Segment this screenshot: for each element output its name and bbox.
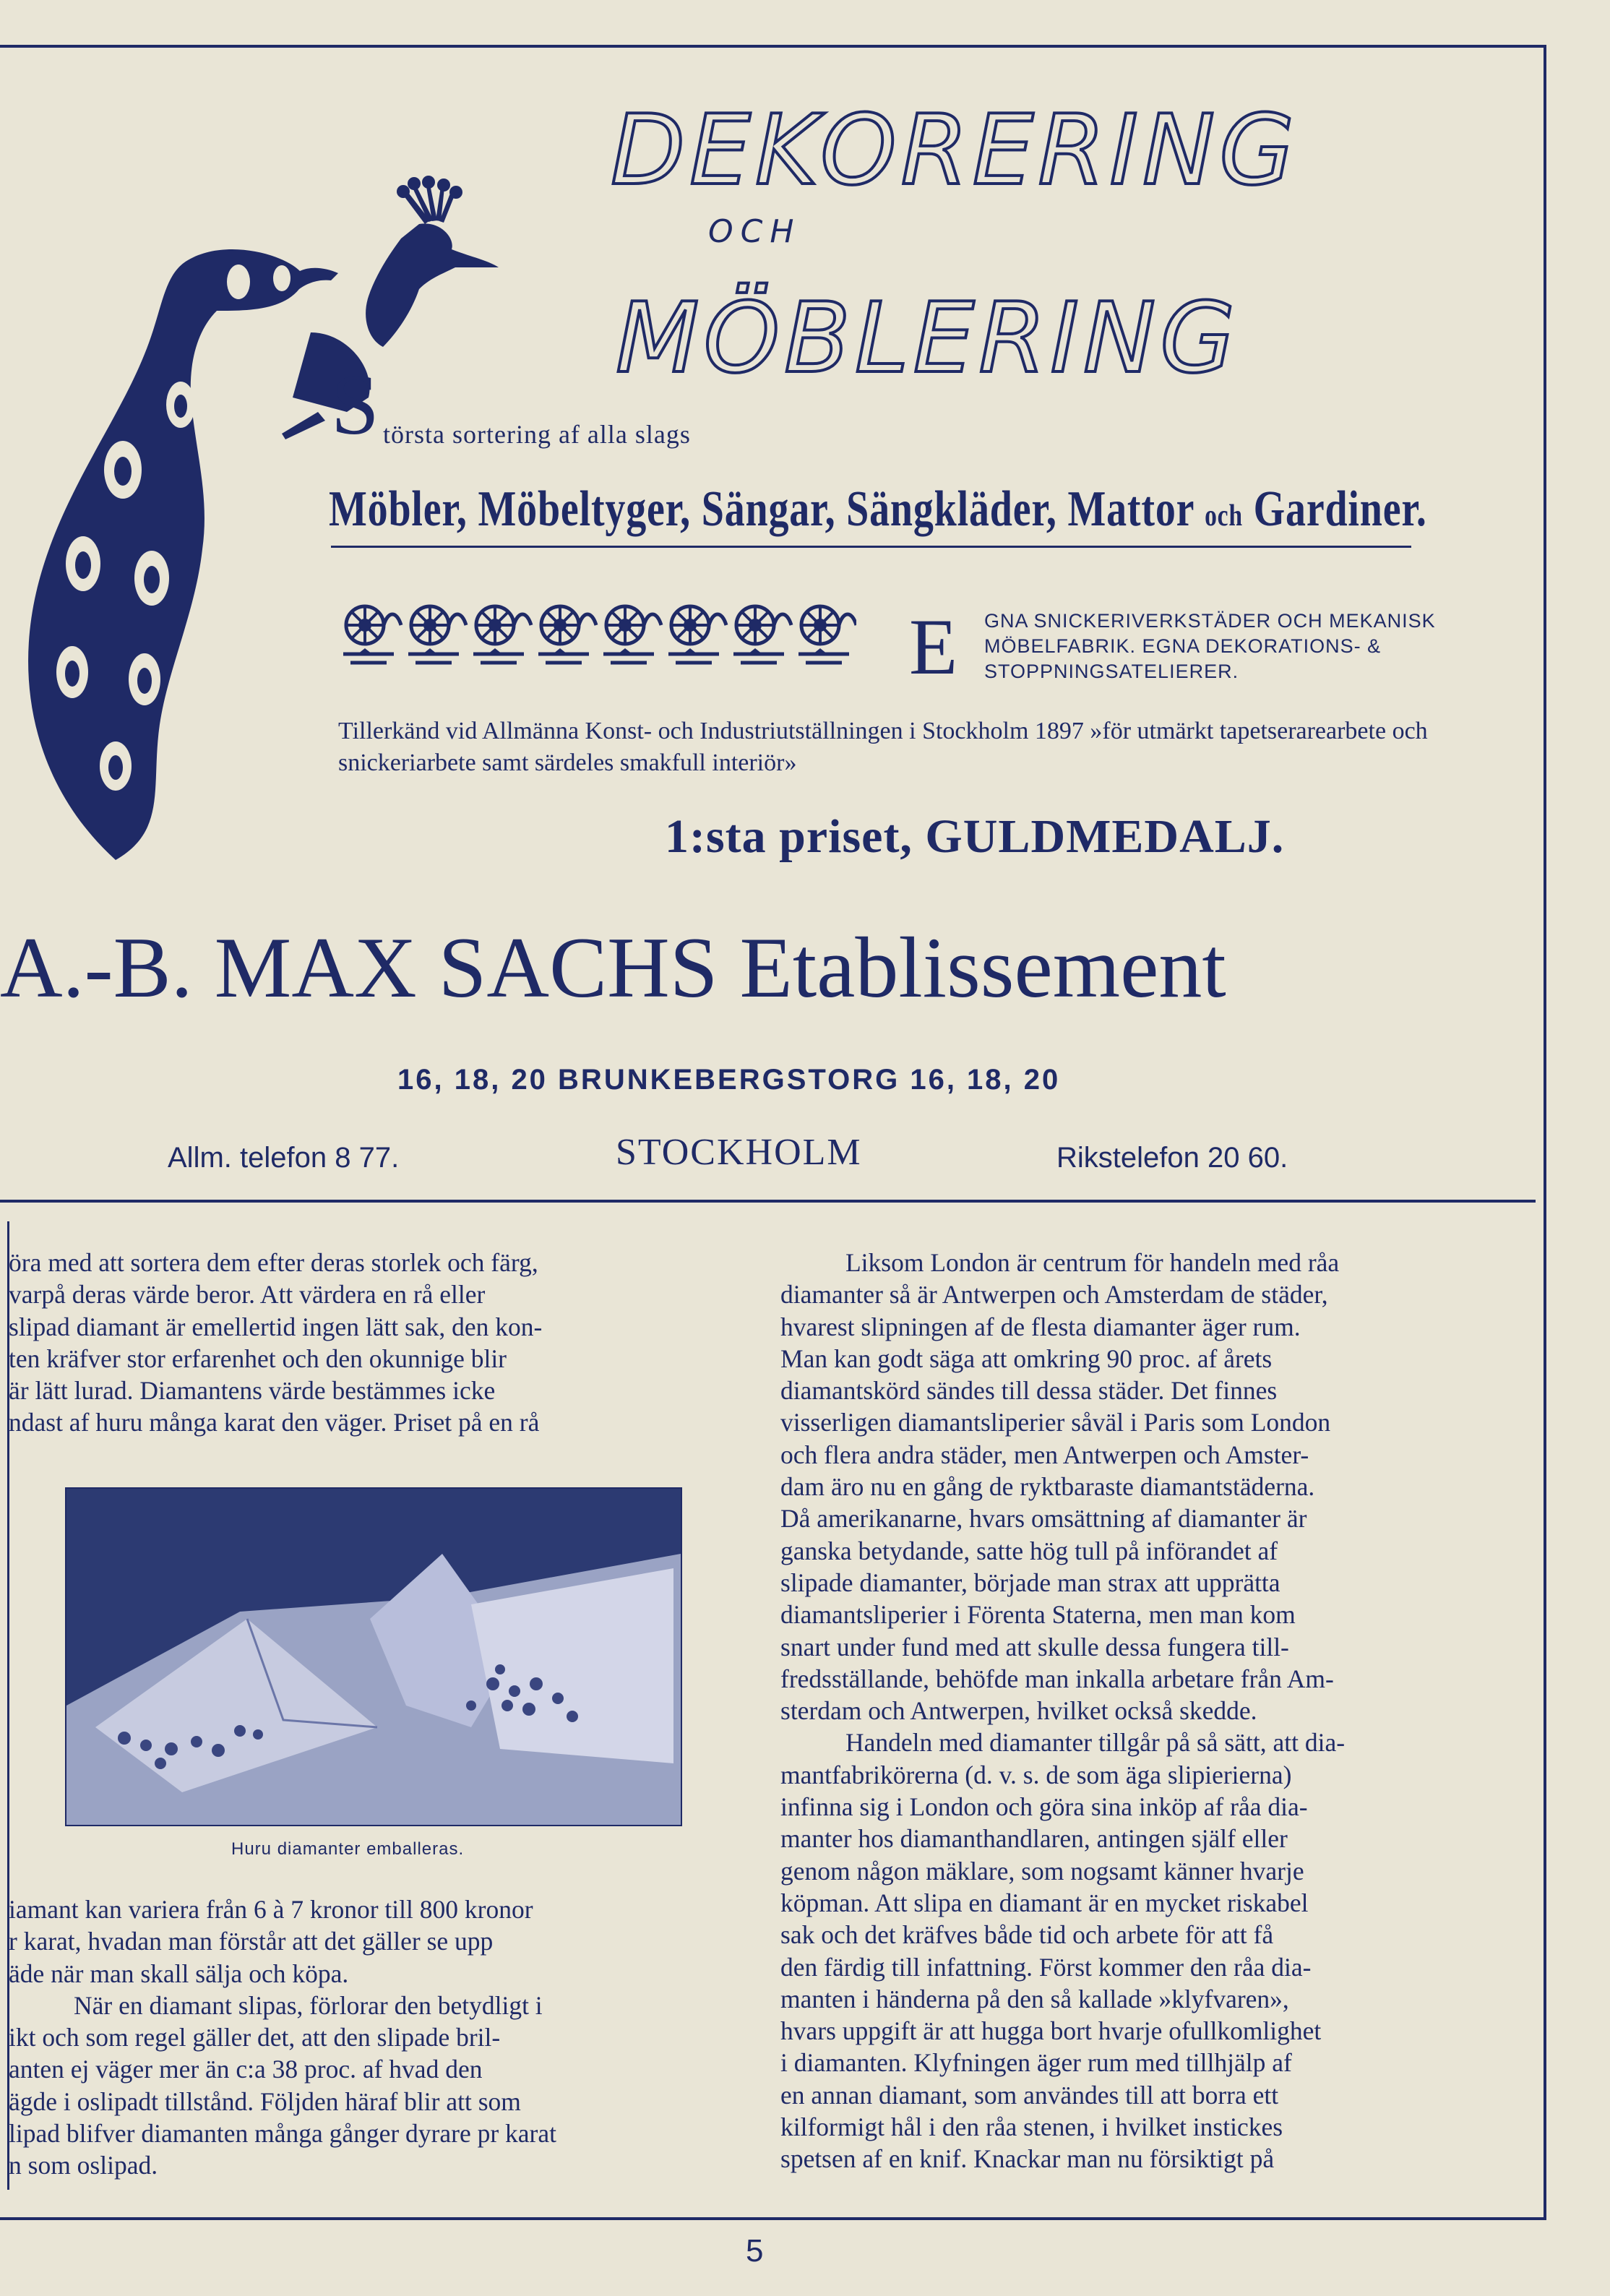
text-line: Liksom London är centrum för handeln med råa — [845, 1248, 1340, 1277]
text-line: genom någon mäklare, som nogsamt känner hvarje — [780, 1856, 1304, 1886]
text-line: ikt och som regel gäller det, att den slipade bril- — [9, 2023, 501, 2052]
top-frame-rule — [0, 45, 1546, 48]
text-line: n som oslipad. — [9, 2151, 158, 2180]
text-line: visserligen diamantsliperier såväl i Paris som London — [780, 1408, 1331, 1437]
goods-part2: Gardiner. — [1253, 481, 1427, 537]
text-line: ganska betydande, satte hög tull på införandet af — [780, 1536, 1278, 1565]
text-line: manter hos diamanthandlaren, antingen själf eller — [780, 1824, 1288, 1854]
subtitle-text: törsta sortering af alla slags — [383, 420, 691, 449]
photo-caption: Huru diamanter emballeras. — [231, 1839, 465, 1859]
headline-conjunction: OCH — [708, 213, 801, 250]
article-left-bottom — [9, 1893, 731, 2182]
photo-illustration — [66, 1489, 681, 1825]
article-left-top — [9, 1247, 731, 1439]
text-line: är lätt lurad. Diamantens värde bestämmes icke — [9, 1376, 496, 1406]
text-line: mantfabrikörerna (d. v. s. de som äga slipierierna) — [780, 1760, 1292, 1789]
text-line: anten ej väger mer än c:a 38 proc. af hvad den — [9, 2055, 483, 2084]
goods-list — [329, 481, 1427, 538]
text-line: i diamanten. Klyfningen äger rum med tillhjälp af — [780, 2048, 1292, 2078]
text-line: sterdam och Antwerpen, hvilket också skedde. — [780, 1696, 1257, 1726]
bottom-frame-rule — [0, 2217, 1546, 2220]
company-address: 16, 18, 20 BRUNKEBERGSTORG 16, 18, 20 — [397, 1064, 1061, 1096]
text-line: ten kräfver stor erfarenhet och den okunnige blir — [9, 1343, 507, 1373]
text-line: den färdig till infattning. Först kommer den råa dia- — [780, 1952, 1312, 1982]
text-line: spetsen af en knif. Knackar man nu försiktigt på — [780, 2144, 1275, 2174]
goods-och: och — [1205, 499, 1243, 533]
article-right-column — [780, 1247, 1510, 2175]
text-line: köpman. Att slipa en diamant är en mycket riskabel — [780, 1888, 1309, 1917]
city-name: STOCKHOLM — [616, 1132, 862, 1173]
right-frame-rule — [1544, 45, 1546, 2220]
headline-moblering: MÖBLERING — [616, 282, 1240, 395]
headline-dekorering: DEKORERING — [611, 94, 1299, 207]
text-line: varpå deras värde beror. Att värdera en rå eller — [9, 1280, 486, 1310]
text-line: När en diamant slipas, förlorar den betydligt i — [74, 1990, 543, 2020]
text-line: hvarest slipningen af de flesta diamanter äger rum. — [780, 1312, 1301, 1341]
text-line: ndast af huru många karat den väger. Priset på en rå — [9, 1408, 540, 1437]
text-line: äde när man skall sälja och köpa. — [9, 1959, 349, 1988]
text-line: fredsställande, behöfde man inkalla arbetare från Am- — [780, 1664, 1334, 1693]
text-line: slipad diamant är emellertid ingen lätt sak, den kon- — [9, 1312, 543, 1341]
text-line: Då amerikanarne, hvars omsättning af diamanter är — [780, 1504, 1307, 1534]
text-line: infinna sig i London och göra sina inköp af råa dia- — [780, 1792, 1308, 1822]
text-line: ägde i oslipadt tillstånd. Följden häraf blir att som — [9, 2086, 521, 2116]
dropcap-e: E — [909, 603, 958, 691]
prize-text: 1:sta priset, GULDMEDALJ. — [665, 810, 1285, 863]
workshops-text: GNA SNICKERIVERKSTÄDER OCH MEKANISK MÖBELFABRIK. EGNA DEKORATIONS- & STOPPNINGSATELIERER. — [984, 610, 1436, 682]
text-line: sak och det kräfves både tid och arbete för att få — [780, 1920, 1274, 1950]
phone-riks: Rikstelefon 20 60. — [1056, 1142, 1288, 1174]
phone-allm: Allm. telefon 8 77. — [168, 1142, 400, 1174]
text-line: diamanter så är Antwerpen och Amsterdam de städer, — [780, 1280, 1328, 1310]
text-line: diamantsliperier i Förenta Staterna, men man kom — [780, 1600, 1296, 1630]
text-line: iamant kan variera från 6 à 7 kronor till 800 kronor — [9, 1895, 533, 1924]
dropcap-s: S — [331, 356, 379, 452]
text-line: slipade diamanter, började man strax att upprätta — [780, 1568, 1280, 1597]
page-number: 5 — [746, 2233, 764, 2269]
text-line: Man kan godt säga att omkring 90 proc. af årets — [780, 1343, 1273, 1373]
goods-rule — [331, 546, 1411, 548]
text-line: r karat, hvadan man förstår att det gäller se upp — [9, 1927, 494, 1956]
text-line: och flera andra städer, men Antwerpen och Amster- — [780, 1440, 1309, 1469]
goods-part1: Möbler, Möbeltyger, Sängar, Sängkläder, Mattor — [329, 481, 1194, 537]
floral-ornament-icon — [336, 596, 856, 668]
text-line: lipad blifver diamanten många gånger dyrare pr karat — [9, 2119, 556, 2149]
diamond-packaging-photo — [65, 1487, 682, 1826]
text-line: snart under fund med att skulle dessa fungera till- — [780, 1632, 1289, 1661]
text-line: en annan diamant, som användes till att borra ett — [780, 2080, 1279, 2110]
text-line: diamantskörd sändes till dessa städer. Det finnes — [780, 1376, 1278, 1406]
text-line: manten i händerna på den så kallade »klyfvaren», — [780, 1984, 1289, 2013]
award-text: Tillerkänd vid Allmänna Konst- och Industriutställningen i Stockholm 1897 »för utmärkt tapetserarearbete och snickeriarbete samt särdeles smakfull interiör» — [338, 718, 1428, 776]
section-divider — [0, 1200, 1536, 1203]
text-line: Handeln med diamanter tillgår på så sätt, att dia- — [845, 1728, 1346, 1758]
company-name: A.-B. MAX SACHS Etablissement — [0, 919, 1226, 1015]
text-line: hvars uppgift är att hugga bort hvarje ofullkomlighet — [780, 2016, 1322, 2046]
text-line: dam äro nu en gång de ryktbaraste diamantstäderna. — [780, 1472, 1315, 1502]
text-line: öra med att sortera dem efter deras storlek och färg, — [9, 1248, 538, 1277]
text-line: kilformigt hål i den råa stenen, i hvilket instickes — [780, 2112, 1283, 2142]
